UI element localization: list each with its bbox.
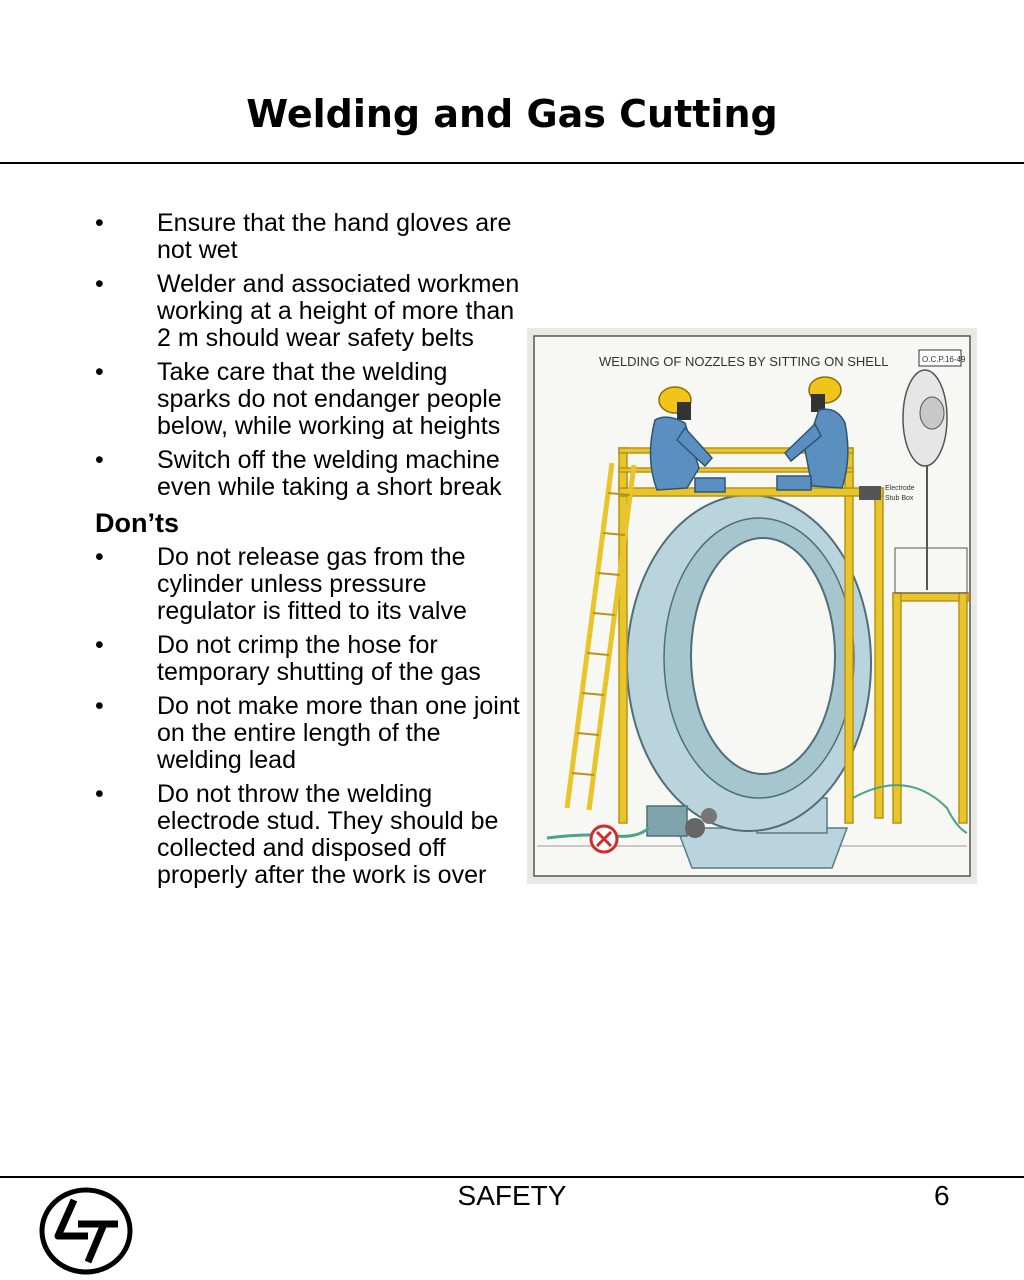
- list-item-text: Switch off the welding machine even while taking a short break: [157, 446, 502, 501]
- list-item-text: Do not throw the welding electrode stud. They should be collected and disposed off properly after the work is over: [157, 780, 499, 889]
- list-item-text: Ensure that the hand gloves are not wet: [157, 209, 512, 264]
- welding-illustration: [527, 328, 977, 884]
- footer-label: SAFETY: [457, 1180, 567, 1211]
- content-column: [92, 210, 522, 896]
- list-item: [92, 359, 522, 440]
- page-title: Welding and Gas Cutting: [246, 92, 778, 136]
- list-item-text: Do not release gas from the cylinder unless pressure regulator is fitted to its valve: [157, 543, 467, 625]
- bullet-icon: •: [95, 270, 104, 298]
- bullet-icon: •: [95, 692, 104, 720]
- page-number: 6: [934, 1180, 950, 1211]
- list-item: [92, 781, 522, 889]
- donts-heading: Don’ts: [95, 508, 179, 538]
- list-item-text: Take care that the welding sparks do not endanger people below, while working at heights: [157, 358, 502, 440]
- list-item: [92, 544, 522, 625]
- bullet-icon: •: [95, 780, 104, 808]
- title-divider: [0, 162, 1024, 164]
- list-item: [92, 271, 522, 352]
- list-item-text: Do not make more than one joint on the entire length of the welding lead: [157, 692, 520, 774]
- bullet-icon: •: [95, 209, 104, 237]
- list-item: [92, 693, 522, 774]
- illustration-tag: O.C.P.16-49: [922, 355, 966, 364]
- list-item: [92, 447, 522, 501]
- shell-opening: [691, 538, 835, 774]
- bullet-icon: •: [95, 631, 104, 659]
- list-item: [92, 632, 522, 686]
- list-item-text: Welder and associated workmen working at a height of more than 2 m should wear safety belts: [157, 270, 520, 352]
- welding-machine: [647, 806, 687, 836]
- electrode-stub-box: [859, 486, 881, 500]
- roller-left: [685, 818, 705, 838]
- bullet-icon: •: [95, 543, 104, 571]
- prohibition-icon: [591, 826, 617, 852]
- lt-logo-icon: [38, 1186, 134, 1276]
- list-item: [92, 210, 522, 264]
- illustration-caption: WELDING OF NOZZLES BY SITTING ON SHELL: [599, 354, 889, 369]
- roller-top: [701, 808, 717, 824]
- lamp-head: [920, 397, 944, 429]
- bullet-icon: •: [95, 358, 104, 386]
- list-item-text: Do not crimp the hose for temporary shutting of the gas: [157, 631, 481, 686]
- stub-box-label-2: Stub Box: [885, 495, 914, 502]
- bullet-icon: •: [95, 446, 104, 474]
- footer-divider: [0, 1176, 1024, 1178]
- stub-box-label-1: Electrode: [885, 485, 915, 492]
